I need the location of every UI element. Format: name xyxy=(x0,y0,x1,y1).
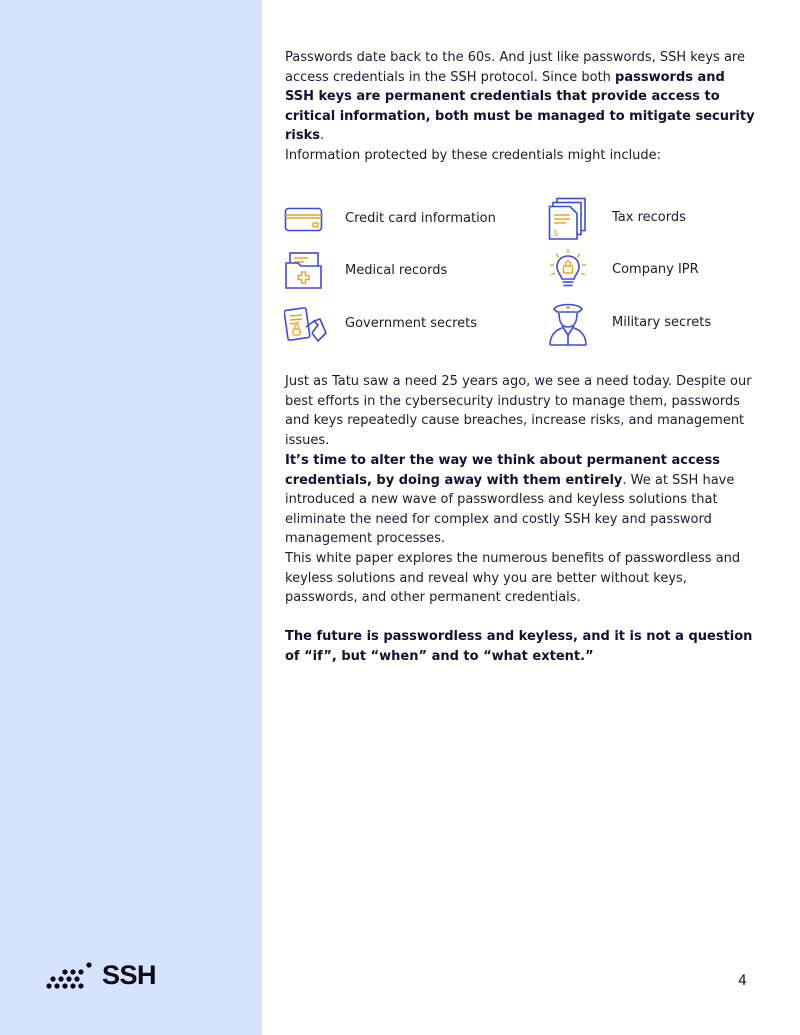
future-paragraph xyxy=(285,627,755,666)
credential-label-medical-records: Medical records xyxy=(345,263,448,278)
credential-label-government-secrets: Government secrets xyxy=(345,316,478,331)
intro-paragraph xyxy=(285,48,755,146)
credential-label-credit-card: Credit card information xyxy=(345,211,496,226)
credential-label-company-ipr: Company IPR xyxy=(612,262,699,277)
sidebar-panel xyxy=(0,0,262,1035)
lightbulb-lock-icon xyxy=(547,248,589,292)
credit-card-icon xyxy=(284,207,324,233)
info-intro-paragraph: Information protected by these credentials might include: xyxy=(285,148,662,163)
future-bold-text: The future is passwordless and keyless, and it is not a question of “if”, but “when” and to “what extent.” xyxy=(285,629,753,664)
time-bold-text: It’s time to alter the way we think about permanent access credentials, by doing away with them entirely xyxy=(285,453,720,488)
time-text: . We at SSH have introduced a new wave of passwordless and keyless solutions that eliminate the need for complex and costly SSH key and password management processes. xyxy=(285,472,735,547)
credential-label-military-secrets: Military secrets xyxy=(612,315,712,330)
credential-label-tax-records: Tax records xyxy=(612,210,686,225)
intro-text-2: . xyxy=(320,128,325,144)
svg-text:$: $ xyxy=(553,229,559,239)
medical-folder-icon xyxy=(284,251,324,291)
ssh-logo-dots-icon xyxy=(46,960,98,990)
ssh-logo-text: SSH xyxy=(101,959,156,990)
tatu-paragraph: Just as Tatu saw a need 25 years ago, we see a need today. Despite our best efforts in the cybersecurity industry to manage them, passwords and keys repeatedly cause breaches, increase risks, and management issues. xyxy=(285,374,752,448)
intro-text-1: Passwords date back to the 60s. And just like passwords, SSH keys are access credentials in the SSH protocol. Since both xyxy=(285,50,745,85)
officer-icon xyxy=(548,301,588,347)
ssh-logo xyxy=(46,958,156,992)
page-number: 4 xyxy=(738,973,747,989)
intro-bold-text: passwords and SSH keys are permanent credentials that provide access to critical information, both must be managed to mitigate security risks xyxy=(285,69,755,144)
time-paragraph xyxy=(285,451,755,549)
whitepaper-paragraph: This white paper explores the numerous benefits of passwordless and keyless solutions and reveal why you are better without keys, passwords, and other permanent credentials. xyxy=(285,551,741,606)
secret-document-icon xyxy=(284,307,328,343)
documents-icon xyxy=(548,197,588,241)
